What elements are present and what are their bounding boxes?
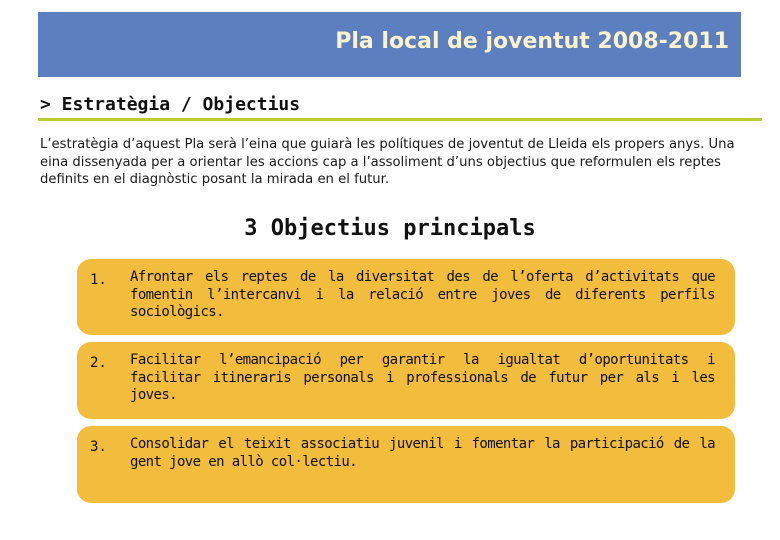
- section-heading: > Estratègia / Objectius: [40, 94, 301, 115]
- objectives-title: 3 Objectius principals: [244, 216, 536, 241]
- objective-number: 2.: [90, 355, 107, 371]
- header-bar: [38, 12, 741, 77]
- objective-text: Consolidar el teixit associatiu juvenil i fomentar la participació de la gent jove en allò col·lectiu.: [130, 436, 715, 470]
- objective-text: Facilitar l’emancipació per garantir la igualtat d’oportunitats i facilitar itineraris personals i professionals de futur per als i les joves.: [130, 352, 715, 403]
- page-title: Pla local de joventut 2008-2011: [335, 29, 729, 54]
- objective-card-2: [77, 342, 735, 419]
- objective-text: Afrontar els reptes de la diversitat des de l’oferta d’activitats que fomentin l’intercanvi i la relació entre joves de diferents perfils sociològics.: [130, 269, 715, 320]
- objective-card-1: [77, 259, 735, 335]
- intro-paragraph: L’estratègia d’aquest Pla serà l’eina que guiarà les polítiques de joventut de Lleida els propers anys. Una eina dissenyada per a orientar les accions cap a l’assoliment d’uns objectius que reformulen els reptes definits en el diagnòstic posant la mirada en el futur.: [40, 137, 735, 187]
- section-divider: [38, 118, 762, 121]
- objective-number: 1.: [90, 272, 107, 288]
- objective-card-3: [77, 426, 735, 503]
- objective-number: 3.: [90, 439, 107, 455]
